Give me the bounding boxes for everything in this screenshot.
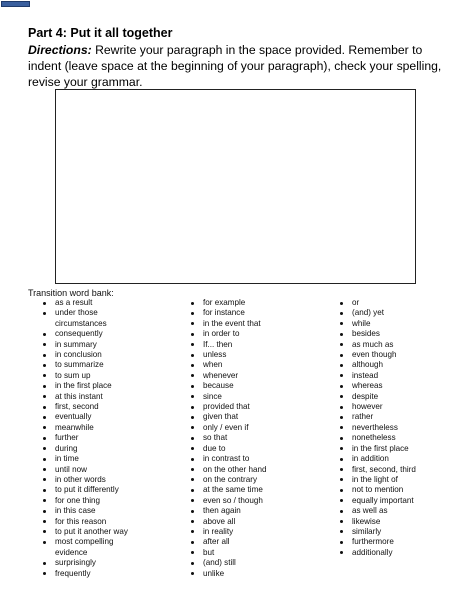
word-bank-item: for this reason bbox=[41, 517, 128, 527]
word-bank-item: as much as bbox=[338, 340, 416, 350]
word-bank-item: even though bbox=[338, 350, 416, 360]
word-bank-column-1 bbox=[41, 298, 128, 579]
word-bank-column-3 bbox=[338, 298, 416, 558]
word-bank-item: to put it another way bbox=[41, 527, 128, 537]
corner-badge bbox=[1, 1, 30, 7]
word-bank-item: eventually bbox=[41, 412, 128, 422]
word-bank-item: not to mention bbox=[338, 485, 416, 495]
word-bank-item: so that bbox=[189, 433, 266, 443]
word-bank-item: circumstances bbox=[55, 318, 107, 328]
word-bank-item: or bbox=[338, 298, 416, 308]
word-bank-item: If... then bbox=[189, 340, 266, 350]
word-bank-item: in reality bbox=[189, 527, 266, 537]
word-bank-item: (and) yet bbox=[338, 308, 416, 318]
word-bank-item: rather bbox=[338, 412, 416, 422]
word-bank-item: consequently bbox=[41, 329, 128, 339]
word-bank-item: given that bbox=[189, 412, 266, 422]
word-bank-item: frequently bbox=[41, 569, 128, 579]
word-bank-item: to summarize bbox=[41, 360, 128, 370]
word-bank-item: until now bbox=[41, 465, 128, 475]
section-heading: Part 4: Put it all together bbox=[28, 26, 173, 40]
word-bank-item: surprisingly bbox=[41, 558, 128, 568]
directions-text: Rewrite your paragraph in the space provided. Remember to indent (leave space at the beginning of your paragraph), check your spelling, revise your grammar. bbox=[28, 43, 442, 89]
word-bank-item: above all bbox=[189, 517, 266, 527]
word-bank-item: most compelling bbox=[41, 537, 128, 547]
word-bank-item: further bbox=[41, 433, 128, 443]
word-bank-item: to put it differently bbox=[41, 485, 128, 495]
word-bank-item: in time bbox=[41, 454, 128, 464]
word-bank-item: nevertheless bbox=[338, 423, 416, 433]
word-bank-item: at this instant bbox=[41, 392, 128, 402]
word-bank-item: but bbox=[189, 548, 266, 558]
word-bank-item: however bbox=[338, 402, 416, 412]
word-bank-item: then again bbox=[189, 506, 266, 516]
word-bank-item: after all bbox=[189, 537, 266, 547]
word-bank-item: in the light of bbox=[338, 475, 416, 485]
word-bank-item: whenever bbox=[189, 371, 266, 381]
word-bank-item: instead bbox=[338, 371, 416, 381]
word-bank-item: for one thing bbox=[41, 496, 128, 506]
word-bank-item: on the other hand bbox=[189, 465, 266, 475]
word-bank-item: first, second bbox=[41, 402, 128, 412]
word-bank-item: first, second, third bbox=[338, 465, 416, 475]
word-bank-item: at the same time bbox=[189, 485, 266, 495]
word-bank-item: as well as bbox=[338, 506, 416, 516]
writing-box[interactable] bbox=[55, 89, 416, 284]
word-bank-item: meanwhile bbox=[41, 423, 128, 433]
word-bank-item: during bbox=[41, 444, 128, 454]
word-bank-item: provided that bbox=[189, 402, 266, 412]
word-bank-item: similarly bbox=[338, 527, 416, 537]
word-bank-item: (and) still bbox=[189, 558, 266, 568]
word-bank-item: in the first place bbox=[338, 444, 416, 454]
word-bank-item: even so / though bbox=[189, 496, 266, 506]
word-bank-title: Transition word bank: bbox=[28, 288, 114, 298]
word-bank-item: in contrast to bbox=[189, 454, 266, 464]
word-bank-item: in this case bbox=[41, 506, 128, 516]
word-bank-item: although bbox=[338, 360, 416, 370]
word-bank-item: as a result bbox=[41, 298, 128, 308]
word-bank-item: in other words bbox=[41, 475, 128, 485]
word-bank-column-2 bbox=[189, 298, 266, 579]
word-bank-item: when bbox=[189, 360, 266, 370]
word-bank-item: in the first place bbox=[41, 381, 128, 391]
word-bank-item: evidence bbox=[55, 547, 88, 557]
word-bank-item: unlike bbox=[189, 569, 266, 579]
word-bank-item: in conclusion bbox=[41, 350, 128, 360]
word-bank-item: equally important bbox=[338, 496, 416, 506]
word-bank-item: nonetheless bbox=[338, 433, 416, 443]
word-bank-item: while bbox=[338, 319, 416, 329]
word-bank-item: furthermore bbox=[338, 537, 416, 547]
word-bank-item: since bbox=[189, 392, 266, 402]
word-bank-item: in addition bbox=[338, 454, 416, 464]
word-bank-item: for instance bbox=[189, 308, 266, 318]
word-bank-item: only / even if bbox=[189, 423, 266, 433]
word-bank-item: despite bbox=[338, 392, 416, 402]
directions-label: Directions: bbox=[28, 43, 92, 57]
word-bank-item: on the contrary bbox=[189, 475, 266, 485]
directions-paragraph bbox=[28, 42, 458, 90]
word-bank-item: unless bbox=[189, 350, 266, 360]
word-bank-item: likewise bbox=[338, 517, 416, 527]
word-bank-item: for example bbox=[189, 298, 266, 308]
word-bank-item: besides bbox=[338, 329, 416, 339]
word-bank-item: in order to bbox=[189, 329, 266, 339]
word-bank-item: under those bbox=[41, 308, 128, 318]
word-bank-item: because bbox=[189, 381, 266, 391]
word-bank-item: due to bbox=[189, 444, 266, 454]
word-bank-item: in the event that bbox=[189, 319, 266, 329]
word-bank-item: to sum up bbox=[41, 371, 128, 381]
word-bank-item: in summary bbox=[41, 340, 128, 350]
word-bank-item: whereas bbox=[338, 381, 416, 391]
word-bank-item: additionally bbox=[338, 548, 416, 558]
